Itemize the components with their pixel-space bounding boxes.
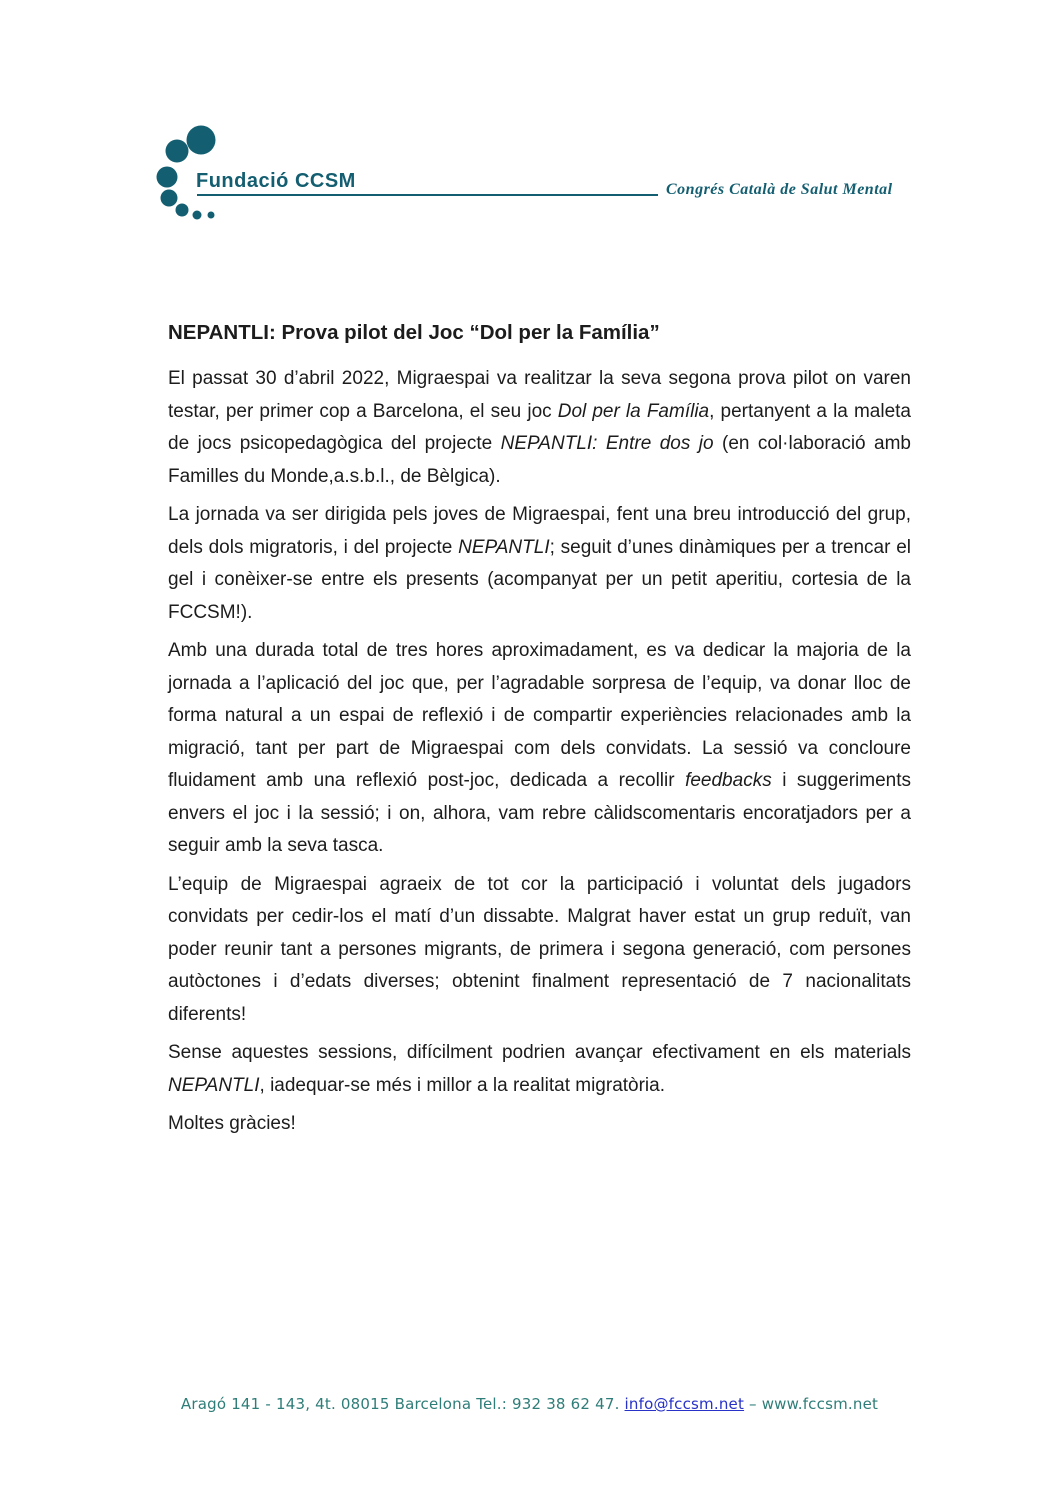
- text-run: Sense aquestes sessions, difícilment podrien avançar efectivament en els materials: [168, 1042, 911, 1063]
- paragraph: [168, 635, 911, 863]
- header-rule: [197, 194, 658, 196]
- text-run: , pertanyent a la maleta de jocs psicopedagògica del projecte: [168, 400, 911, 454]
- text-run: ; seguit d’unes dinàmiques per a trencar el gel i conèixer-se entre els presents (acompanyat per un petit aperitiu, cortesia de la FCCSM!).: [168, 536, 911, 623]
- italic-text-run: NEPANTLI: Entre dos jo: [500, 433, 714, 454]
- document-title: NEPANTLI: Prova pilot del Joc “Dol per la Família”: [168, 321, 660, 344]
- italic-text-run: Dol per la Família: [557, 400, 710, 422]
- italic-text-run: NEPANTLI: [168, 1074, 260, 1096]
- text-run: i suggeriments envers el joc i la sessió; i on, alhora, vam rebre càlidscomentaris encoratjadors per a seguir amb la seva tasca.: [168, 770, 911, 856]
- text-run: , iadequar-se més i millor a la realitat migratòria.: [259, 1074, 666, 1096]
- footer-address: Aragó 141 - 143, 4t. 08015 Barcelona Tel.: 932 38 62 47.: [180, 1395, 625, 1413]
- footer-separator: –: [744, 1395, 762, 1413]
- text-run: El passat 30 d’abril 2022, Migraespai va realitzar la seva segona prova pilot on varen testar, per primer cop a Barcelona, el seu joc: [168, 368, 911, 422]
- org-tagline: Congrés Català de Salut Mental: [666, 181, 893, 198]
- org-name: Fundació CCSM: [196, 170, 356, 192]
- footer-website: www.fccsm.net: [761, 1395, 879, 1413]
- paragraph: [168, 869, 911, 1032]
- paragraph: [168, 499, 911, 629]
- text-run: La jornada va ser dirigida pels joves de Migraespai, fent una breu introducció del grup, dels dols migratoris, i del projecte: [168, 504, 911, 558]
- text-run: (en col·laboració amb Familles du Monde,a.s.b.l., de Bèlgica).: [168, 433, 911, 487]
- italic-text-run: NEPANTLI: [458, 536, 550, 558]
- paragraph: [168, 1108, 911, 1141]
- text-run: Moltes gràcies!: [168, 1113, 296, 1134]
- text-run: L’equip de Migraespai agraeix de tot cor la participació i voluntat dels jugadors convidats per cedir-los el matí d’un dissabte. Malgrat haver estat un grup reduït, van poder reunir tant a persones migrants, de primera i segona generació, com persones autòctones i d’edats diverses; obtenint finalment representació de 7 nacionalitats diferents!: [168, 873, 911, 1025]
- text-run: Amb una durada total de tres hores aproximadament, es va dedicar la majoria de la jornada a l’aplicació del joc que, per l’agradable sorpresa de l’equip, va donar lloc de forma natural a un espai de reflexió i de compartir experiències relacionades amb la migració, tant per part de Migraespai com dels convidats. La sessió va concloure fluidament amb una reflexió post-joc, dedicada a recollir: [168, 640, 911, 791]
- document-content: [168, 316, 911, 1141]
- italic-text-run: feedbacks: [685, 770, 772, 791]
- paragraph: [168, 1037, 911, 1102]
- page-footer: [0, 1395, 1059, 1413]
- footer-email-link[interactable]: info@fccsm.net: [624, 1395, 745, 1413]
- document-paragraphs: [168, 363, 911, 1141]
- paragraph: [168, 363, 911, 493]
